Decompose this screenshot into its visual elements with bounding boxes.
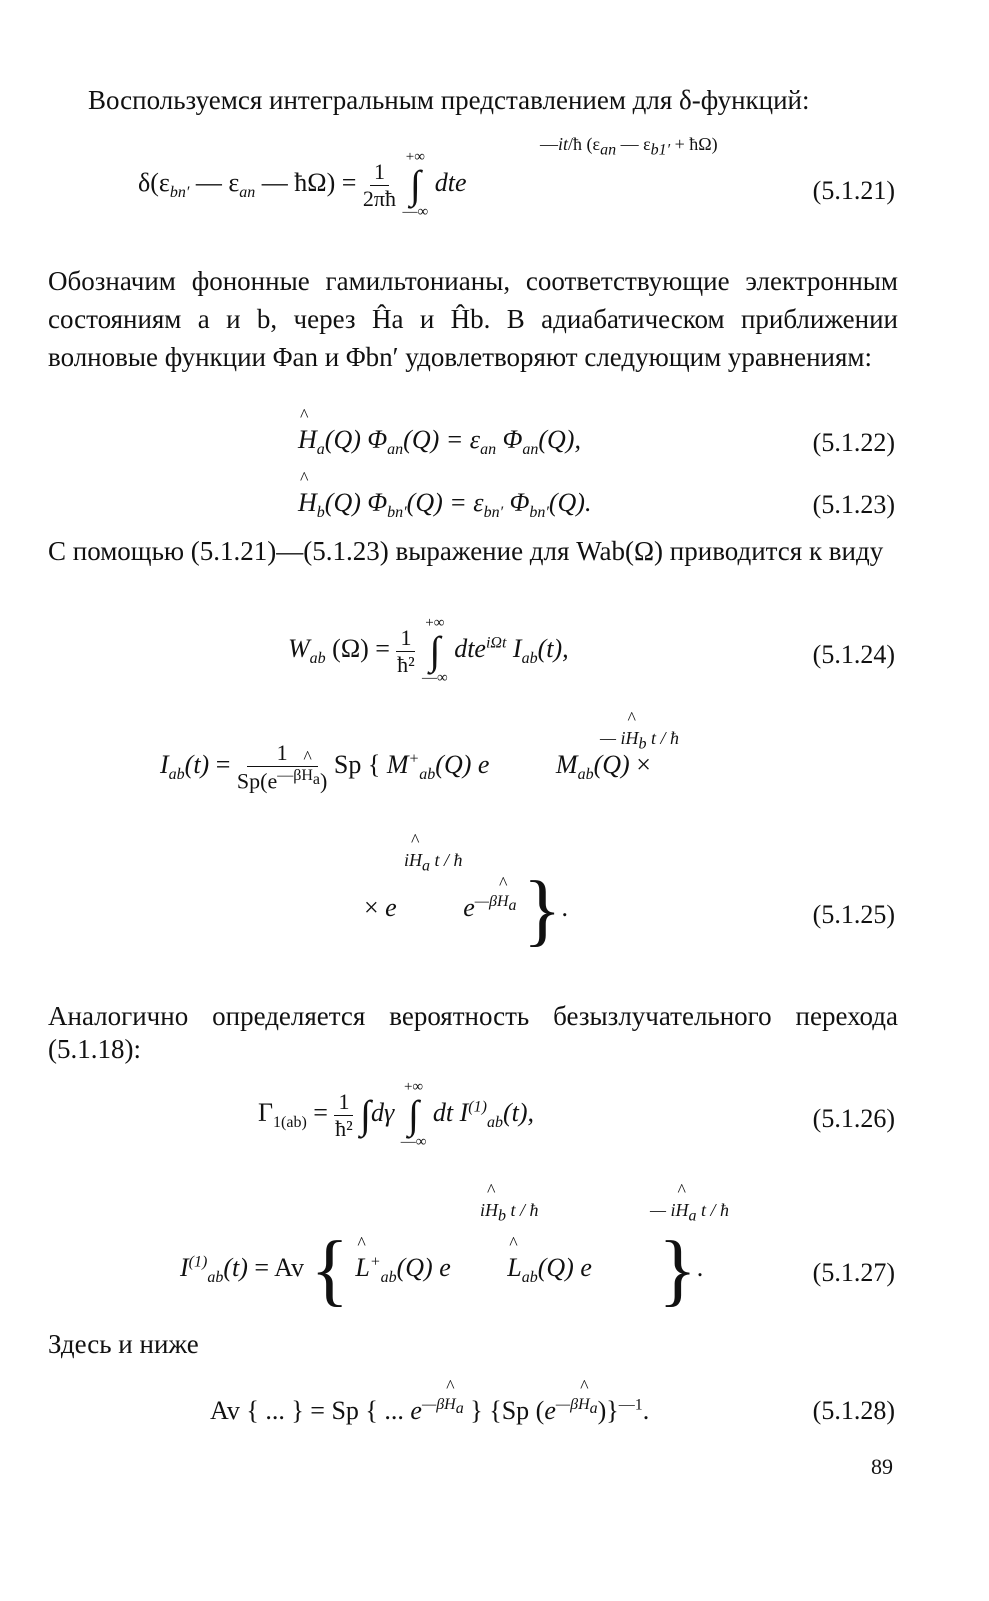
equation-5-1-23: ^ $H_b(Q) \Phi_{bn'}(Q) = \varepsilon_{bn'}$ $\Phi_{bn'}(Q)$. [298, 488, 591, 522]
equation-number: (5.1.23) [812, 490, 895, 519]
paragraph-1: Воспользуемся интегральным представлением для δ-функций: [88, 85, 810, 115]
equation-5-1-27: $I^{(1)}_{ab}(t) = Av$ { ^ $L^+_{ab}(Q)$ e i^ $H_b$ t / ħ ^ $L_{ab}(Q)$ e — i^ $H_a$ t / ħ }. [180, 1230, 703, 1310]
equation-number: (5.1.26) [812, 1104, 895, 1133]
page-number: 89 [871, 1454, 893, 1479]
equation-number: (5.1.25) [812, 900, 895, 929]
equation-number: (5.1.24) [812, 640, 895, 669]
equation-5-1-28: Av { ... } = Sp { ... $e^{—\beta\^{} H_a}$ } {Sp $(e^{—\beta\^{} H_a})\}^{—1}$. [210, 1396, 649, 1426]
equation-5-1-26: $\Gamma_{1(ab)}$ = $\frac{1}{\text{ħ²}}$ ∫dγ +∞ ∫ —∞ dt $I^{(1)}_{ab}(t)$, [258, 1079, 534, 1150]
paragraph-4: Аналогично определяется вероятность безызлучательного перехода (5.1.18): [48, 1001, 898, 1064]
equation-number: (5.1.21) [812, 176, 895, 205]
equation-number: (5.1.22) [812, 428, 895, 457]
paragraph-5: Здесь и ниже [48, 1329, 199, 1359]
equation-5-1-25-line-1: $I_{ab}(t)$ = $\frac{1}{Sp(e^{—\beta\^{} H_a})}$ Sp { $M^+_{ab}(Q)$ e — i^ $H_b$ t / ħ $M_{ab}(Q)$ × [160, 740, 651, 794]
equation-5-1-25-line-2: × e i^ $H_a$ t / ħ $e^{—\beta\^{} H_a}$ }. [364, 870, 568, 950]
equation-number: (5.1.28) [812, 1396, 895, 1425]
equation-5-1-21: $\delta(\varepsilon_{bn'}$ — $\varepsilon_{an}$ — ħΩ) = $\frac{1}{2\pi ħ}$ +∞ ∫ —∞ dte —it/ħ ($\varepsilon_{an}$ — $\varepsilon_{b1'}$ + ħΩ) [138, 134, 718, 220]
equation-number: (5.1.27) [812, 1258, 895, 1287]
paragraph-3: С помощью (5.1.21)—(5.1.23) выражение для Wab(Ω) приводится к виду [48, 536, 884, 566]
paragraph-2: Обозначим фононные гамильтонианы, соответствующие электронным состояниям a и b, через Ĥa и Ĥb. В адиабатическом приближении волновые функции Φan и Φbn′ удовлетворяют следующим уравнениям: [48, 266, 898, 372]
equation-5-1-22: ^ $H_a(Q) \Phi_{an}(Q) = \varepsilon_{an}$ $\Phi_{an}(Q)$, [298, 425, 581, 459]
equation-5-1-24: $W_{ab}$ (Ω) = $\frac{1}{\text{ħ²}}$ +∞ ∫ —∞ dte$^{i\Omega t}$ $I_{ab}(t)$, [288, 615, 569, 686]
